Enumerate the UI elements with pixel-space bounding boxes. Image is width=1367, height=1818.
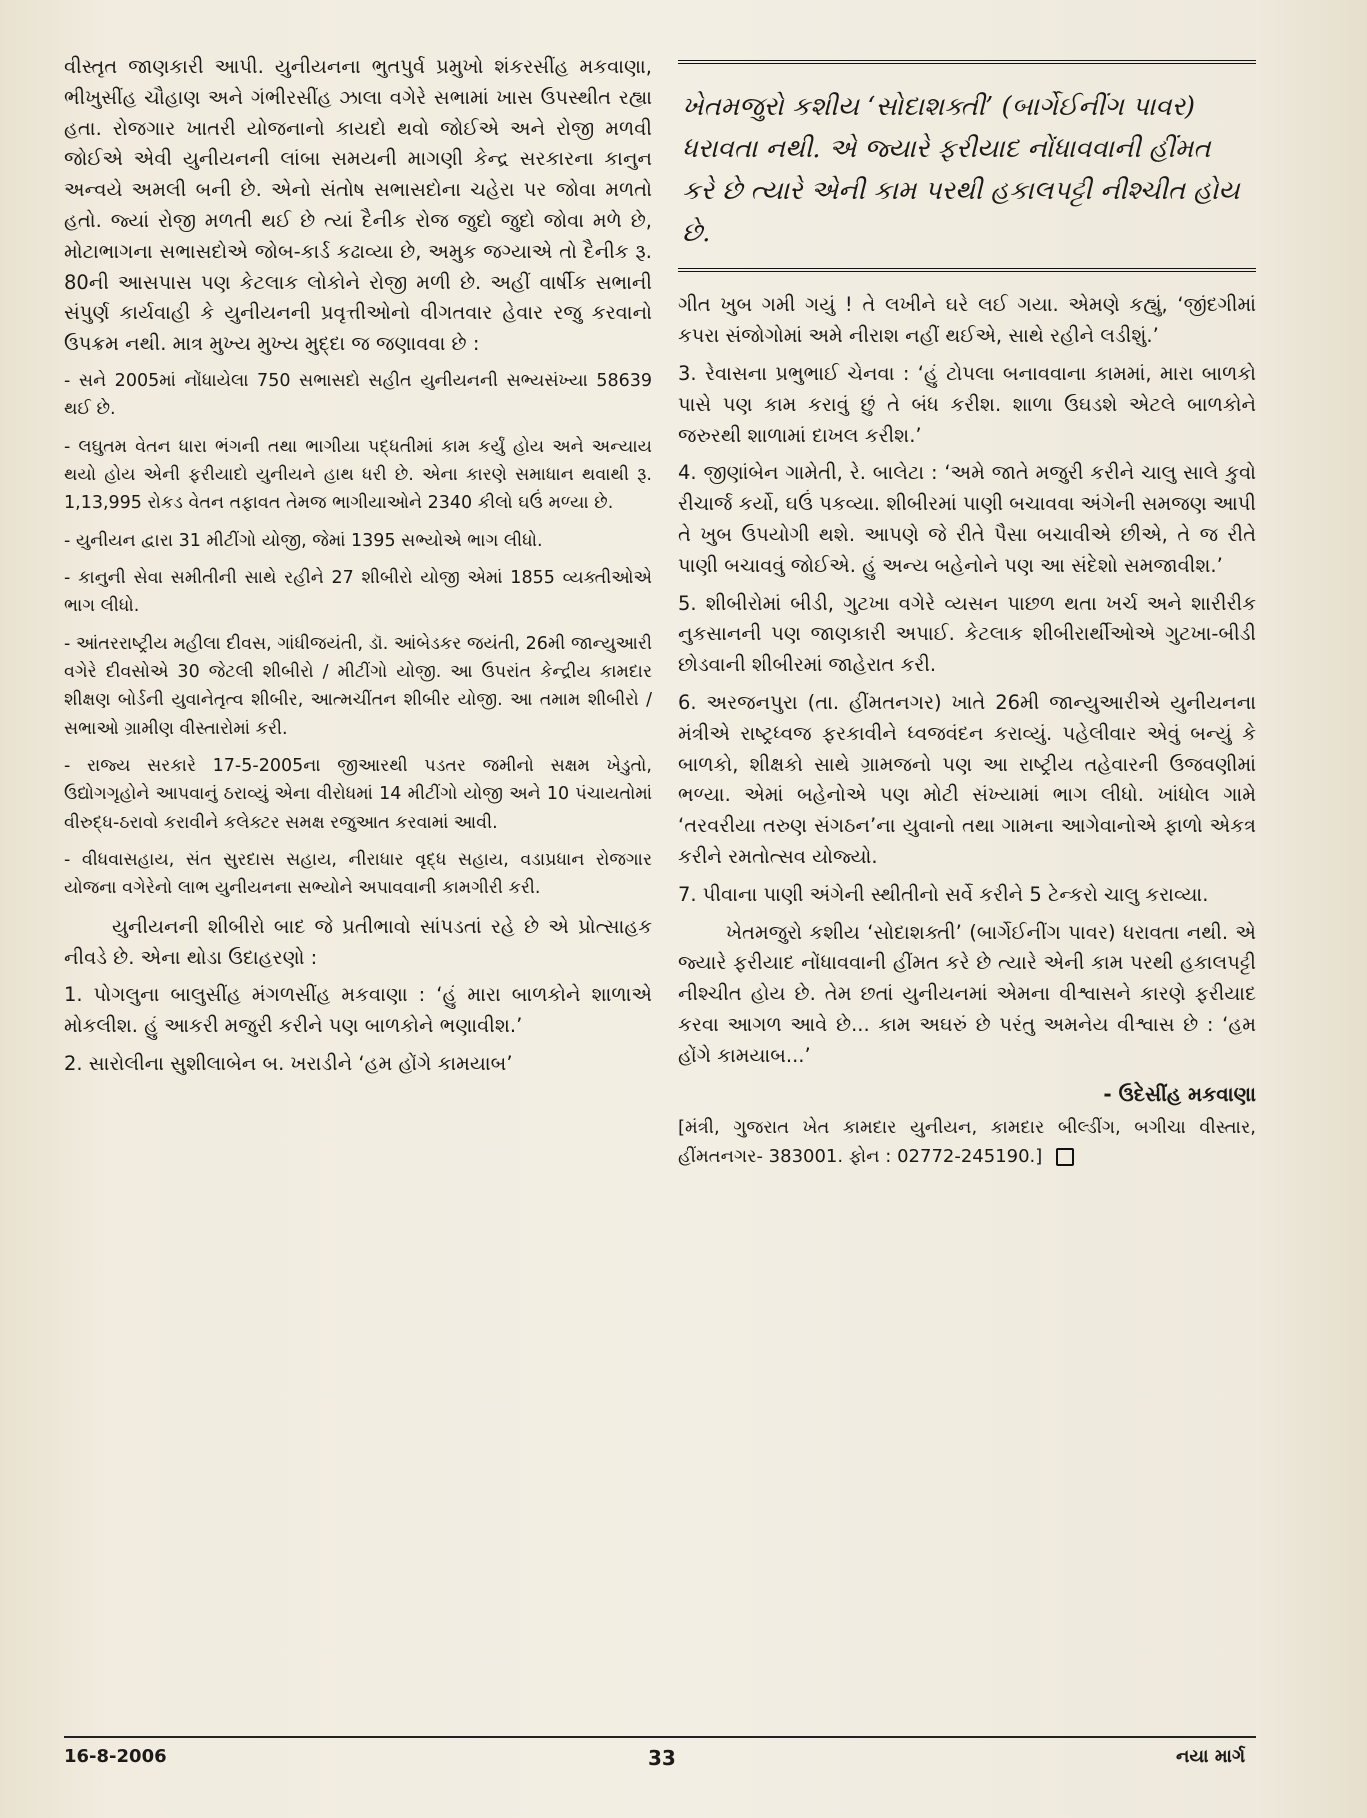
bullet-item: - રાજ્ય સરકારે 17-5-2005ના જીઆરથી પડતર જમીનો સક્ષમ ખેડુતો, ઉદ્યોગગૃહોને આપવાનું ઠરાવ્યું એના વીરોધમાં 14 મીટીંગો યોજી અને 10 પંચાયતોમાં વીરુદ્ધ-ઠરાવો કરાવીને કલેક્ટર સમક્ષ રજુઆત કરવામાં આવી.	[64, 756, 652, 833]
pull-quote-box	[678, 60, 1256, 272]
intro-paragraph: વીસ્તૃત જાણકારી આપી. યુનીયનના ભુતપુર્વ પ્રમુખો શંકરસીંહ મકવાણા, ભીખુસીંહ ચૌહાણ અને ગંભીરસીંહ ઝાલા વગેરે સભામાં ખાસ ઉપસ્થીત રહ્યા હતા. રોજગાર ખાતરી યોજનાનો કાયદો થવો જોઈએ અને રોજી મળવી જોઈએ એવી યુનીયનની લાંબા સમયની માગણી કેન્દ્ર સરકારના કાનુન અન્વયે અમલી બની છે. એનો સંતોષ સભાસદોના ચહેરા પર જોવા મળતો હતો. જ્યાં રોજી મળતી થઈ છે ત્યાં દૈનીક રોજ જુદો જુદો જોવા મળે છે, મોટાભાગના સભાસદોએ જોબ-કાર્ડ કઢાવ્યા છે, અમુક જગ્યાએ તો દૈનીક રૂ. 80ની આસપાસ પણ કેટલાક લોકોને રોજી મળી છે. અહીં વાર્ષીક સભાની સંપુર્ણ કાર્યવાહી કે યુનીયનની પ્રવૃત્તીઓનો વીગતવાર હેવાર રજુ કરવાનો ઉપક્રમ નથી. માત્ર મુખ્ય મુખ્ય મુદ્દા જ જણાવવા છે :	[64, 55, 652, 356]
end-mark-icon	[1056, 1148, 1074, 1166]
example-item-2: 2. સારોલીના સુશીલાબેન બ. ખરાડીને ‘હમ હોંગે કામયાબ’	[64, 1052, 513, 1075]
left-column	[64, 52, 652, 1087]
example-item-4: 4. જીણાંબેન ગામેતી, રે. બાલેટા : ‘અમે જાતે મજુરી કરીને ચાલુ સાલે કુવો રીચાર્જ કર્યો, ઘઉં પકવ્યા. શીબીરમાં પાણી બચાવવા અંગેની સમજણ આપી તે ખુબ ઉપયોગી થશે. આપણે જે રીતે પૈસા બચાવીએ છીએ, તે જ રીતે પાણી બચાવવું જોઈએ. હું અન્ય બહેનોને પણ આ સંદેશો સમજાવીશ.’	[678, 461, 1256, 577]
closing-paragraph: ખેતમજુરો કશીય ‘સોદાશક્તી’ (બાર્ગેઈનીંગ પાવર) ધરાવતા નથી. એ જ્યારે ફરીયાદ નોંધાવવાની હીંમત કરે છે ત્યારે એની કામ પરથી હકાલપટ્ટી નીશ્ચીત હોય છે. તેમ છતાં યુનીયનમાં એમના વીશ્વાસને કારણે ફરીયાદ કરવા આગળ આવે છે... કામ અઘરું છે પરંતુ અમનેય વીશ્વાસ છે : ‘હમ હોંગે કામયાબ...’	[678, 920, 1256, 1067]
bullet-item: - કાનુની સેવા સમીતીની સાથે રહીને 27 શીબીરો યોજી એમાં 1855 વ્યક્તીઓએ ભાગ લીધો.	[64, 568, 652, 617]
reactions-intro: યુનીયનની શીબીરો બાદ જે પ્રતીભાવો સાંપડતાં રહે છે એ પ્રોત્સાહક નીવડે છે. એના થોડા ઉદાહરણો :	[64, 914, 652, 969]
bullet-item: - સને 2005માં નોંધાયેલા 750 સભાસદો સહીત યુનીયનની સભ્યસંખ્યા 58639 થઈ છે.	[64, 370, 652, 420]
example-item-6: 6. અરજનપુરા (તા. હીંમતનગર) ખાતે 26મી જાન્યુઆરીએ યુનીયનના મંત્રીએ રાષ્ટ્રધ્વજ ફરકાવીને ધ્વજવંદન કરાવ્યું. પહેલીવાર એવું બન્યું કે બાળકો, શીક્ષકો સાથે ગ્રામજનો પણ આ રાષ્ટ્રીય તહેવારની ઉજવણીમાં ભળ્યા. એમાં બહેનોએ પણ મોટી સંખ્યામાં ભાગ લીધો. ખાંધોલ ગામે ‘તરવરીયા તરુણ સંગઠન’ના યુવાનો તથા ગામના આગેવાનોએ ફાળો એકત્ર કરીને રમતોત્સવ યોજ્યો.	[678, 691, 1256, 868]
pull-quote: ખેતમજુરો કશીય ‘સોદાશક્તી’ (બાર્ગેઈનીંગ પાવર) ધરાવતા નથી. એ જ્યારે ફરીયાદ નોંધાવવાની હીંમત કરે છે ત્યારે એની કામ પરથી હકાલપટ્ટી નીશ્ચીત હોય છે.	[682, 92, 1240, 249]
bullet-item: - વીધવાસહાય, સંત સુરદાસ સહાય, નીરાધાર વૃદ્ધ સહાય, વડાપ્રધાન રોજગાર યોજના વગેરેનો લાભ યુનીયનના સભ્યોને અપાવવાની કામગીરી કરી.	[64, 850, 652, 899]
footer-divider	[64, 1736, 1256, 1738]
magazine-name: નયા માર્ગ	[1176, 1746, 1246, 1767]
author-signature: - ઉદેસીંહ મકવાણા	[1103, 1081, 1256, 1106]
issue-date: 16-8-2006	[64, 1746, 167, 1767]
example-item-5: 5. શીબીરોમાં બીડી, ગુટખા વગેરે વ્યસન પાછળ થતા ખર્ચ અને શારીરીક નુકસાનની પણ જાણકારી અપાઈ. કેટલાક શીબીરાર્થીઓએ ગુટખા-બીડી છોડવાની શીબીરમાં જાહેરાત કરી.	[678, 591, 1256, 677]
example-item-7: 7. પીવાના પાણી અંગેની સ્થીતીનો સર્વે કરીને 5 ટેન્કરો ચાલુ કરાવ્યા.	[678, 882, 1209, 906]
bullet-item: - યુનીયન દ્વારા 31 મીટીંગો યોજી, જેમાં 1395 સભ્યોએ ભાગ લીધો.	[64, 530, 543, 551]
bullet-item: - આંતરરાષ્ટ્રીય મહીલા દીવસ, ગાંધીજયંતી, ડૉ. આંબેડકર જયંતી, 26મી જાન્યુઆરી વગેરે દીવસોએ 30 જેટલી શીબીરો / મીટીંગો યોજી. આ ઉપરાંત કેન્દ્રીય કામદાર શીક્ષણ બોર્ડની યુવાનેતૃત્વ શીબીર, આત્મચીંતન શીબીર યોજી. આ તમામ શીબીરો / સભાઓ ગ્રામીણ વીસ્તારોમાં કરી.	[64, 633, 652, 739]
author-address-text: [મંત્રી, ગુજરાત ખેત કામદાર યુનીયન, કામદાર બીલ્ડીંગ, બગીચા વીસ્તાર, હીંમતનગર- 383001. ફોન : 02772-245190.]	[678, 1117, 1256, 1167]
example-item-3: 3. રેવાસના પ્રભુભાઈ ચેનવા : ‘હું ટોપલા બનાવવાના કામમાં, મારા બાળકો પાસે પણ કામ કરાવું છું તે બંધ કરીશ. શાળા ઉઘડશે એટલે બાળકોને જરુરથી શાળામાં દાખલ કરીશ.’	[678, 362, 1256, 447]
example-item-1: 1. પોગલુના બાલુસીંહ મંગળસીંહ મકવાણા : ‘હું મારા બાળકોને શાળાએ મોકલીશ. હું આકરી મજુરી કરીને પણ બાળકોને ભણાવીશ.’	[64, 983, 652, 1038]
example-item-2-continued: ગીત ખુબ ગમી ગયું ! તે લખીને ઘરે લઈ ગયા. એમણે કહ્યું, ‘જીંદગીમાં કપરા સંજોગોમાં અમે નીરાશ નહીં થઈએ, સાથે રહીને લડીશું.’	[678, 293, 1256, 348]
bullet-item: - લઘુતમ વેતન ધારા ભંગની તથા ભાગીયા પદ્ધતીમાં કામ કર્યું હોય અને અન્યાય થયો હોય એની ફરીયાદો યુનીયને હાથ ધરી છે. એના કારણે સમાધાન થવાથી રૂ. 1,13,995 રોકડ વેતન તફાવત તેમજ ભાગીયાઓને 2340 કીલો ઘઉં મળ્યા છે.	[64, 436, 652, 514]
author-address	[678, 1114, 1256, 1172]
right-column	[678, 60, 1256, 1179]
page-number: 33	[648, 1746, 676, 1770]
